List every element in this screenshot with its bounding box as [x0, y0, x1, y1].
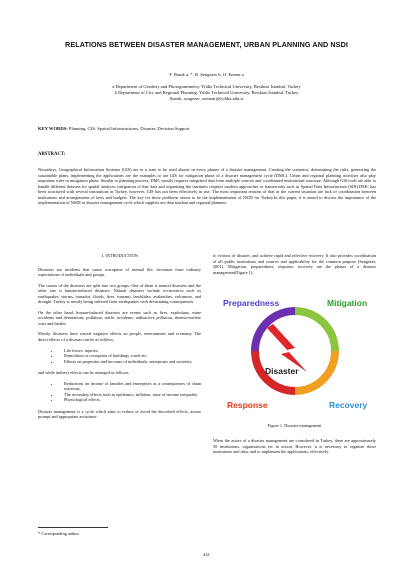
- right-paragraph-1: to victims of disaster, and achieve rapid and effective recovery. It also provides coordination of all public institutions and sources and applicability for the common purpose (Sengezer, 2001). Mitigation, preparedness, response, recovery are the phases of a disaster management(Figure 1).: [213, 253, 376, 275]
- author-list: F. Batuk a, *, B. Şengezer b, O. Emem a: [169, 72, 244, 77]
- indirect-effects-list: [38, 381, 201, 403]
- section-heading-introduction: 1. INTRODUCTION: [101, 253, 138, 258]
- keywords-label: KEY WORDS:: [38, 126, 68, 131]
- list-item: • Effects on properties and incomes of individuals, enterprises and societies;: [60, 359, 201, 365]
- phase-label-recovery: Recovery: [329, 400, 368, 410]
- intro-paragraph-2: The causes of the disasters are split into two groups. One of them is natural disasters and the other one is human-induced disasters. Natural disasters include occurrences such as earthquakes, storms, tornados, floods, fires, tsunami, landslides, avalanches, volcanoes, and drought. Turkey is mostly being suffered from earthquakes with devastating consequences.: [38, 282, 201, 305]
- right-paragraph-2: When the actors of a disaster management are considered in Turkey, there are approximately 50 institutions, organizations etc in action. However, it is necessary to organize those institutions and data, and to implement the applications, effectively.: [213, 438, 376, 455]
- author-emails: (batuk, sengezer, oemem)@yildiz.edu.tr: [169, 96, 244, 102]
- phase-label-disaster: Disaster: [265, 366, 299, 376]
- list-item: • The secondary effects such as epidemics, inflation, raise of income inequality: [60, 392, 201, 398]
- intro-paragraph-6: Disaster management is a cycle which aims to reduce or avoid the described effects, assure prompt and appropriate assistance: [38, 408, 201, 420]
- footnote-divider: [38, 527, 108, 528]
- phase-label-mitigation: Mitigation: [327, 298, 368, 308]
- affiliation-b: b Department of City and Regional Planning, Yildiz Technical University, Besiktas Istanbul, Turkey: [114, 90, 299, 96]
- keywords-text: Planning, GIS, Spatial Infrastructures, Disaster, Decision Support: [68, 126, 190, 131]
- keywords: [38, 126, 378, 131]
- list-item: • Life losses, injuries,: [60, 348, 201, 354]
- list-item: • Physiological effects.: [60, 397, 201, 403]
- list-item: • Reductions on income of families and enterprises as a consequences of chain reactions,: [60, 381, 201, 392]
- lightning-bolt-icon: [267, 324, 307, 372]
- right-column-top: [213, 253, 376, 280]
- direct-effects-list: [38, 348, 201, 365]
- affiliation-a: a Department of Geodesy and Photogrammetry, Yildiz Technical University, Besiktas Istanbul, Turkey: [112, 84, 301, 89]
- list-item: • Demolition or corruption of buildings, roads etc,: [60, 353, 201, 359]
- page-number: 441: [203, 552, 210, 557]
- intro-paragraph-1: Disasters are incidents that cause corruption of normal life, deviation from ordinary expectations of individuals and groups.: [38, 266, 201, 278]
- footnote: * Corresponding author.: [38, 531, 80, 536]
- abstract-text: Nowadays, Geographical Information Systems (GIS) are in a state to be used almost in every phases of a disaster management. Creating the scenarios, determining the risks, generating the sustainable plans, implementing the applications are the examples to use GIS for mitigation phase of a disaster management cycle (DMC). Urban and regional planning activities also play important roles in mitigation phase. Similar to planning process, DMC mostly requires integrated data from multiple sources and coordinated institutional structure. Although GIS tools are able to handle different datasets for spatial analysis; integration of that data and organizing the institutes requires modern approaches or frameworks such as Spatial Data Infrastructure (SDI).DMC has been structured with several institutions in Turkey, however, GIS has not been effectively in use. The most important reasons of that in the current situation are lack of coordination between institutions and arrangements of laws and budgets. The key for those problems seems to be the implementation of NSDI for Turkey.In this paper, it is aimed to discuss the importance of the implementation of NSDI in disaster management cycle which supplies are data tourban and regional planners.: [38, 167, 376, 206]
- affiliations: [20, 84, 393, 103]
- paper-title: RELATIONS BETWEEN DISASTER MANAGEMENT, URBAN PLANNING AND NSDI: [65, 40, 348, 49]
- cycle-ring-right: [295, 311, 335, 351]
- disaster-management-cycle-figure: [215, 286, 375, 416]
- figure-caption: Figure 1. Disaster management: [267, 423, 322, 428]
- abstract-heading: ABSTRACT:: [38, 152, 66, 157]
- phase-label-preparedness: Preparedness: [223, 298, 280, 308]
- intro-paragraph-4: Mostly, disasters have crucial negative effects on people, environment and economy. The direct effects of a disaster can be as follows;: [38, 331, 201, 343]
- phase-label-response: Response: [227, 400, 268, 410]
- left-column: [38, 253, 201, 425]
- right-column-bottom: [213, 438, 376, 455]
- intro-paragraph-3: On the other hand, human-induced disasters are events such as fires, explosions, mine accidents and detonations, pollution, traffic accidents, radioactive pollution, thermo-nuclear wars and battles.: [38, 309, 201, 326]
- intro-paragraph-5: and while indirect effects can be arranged as follows;: [38, 370, 130, 376]
- cycle-ring-bottom: [295, 351, 335, 391]
